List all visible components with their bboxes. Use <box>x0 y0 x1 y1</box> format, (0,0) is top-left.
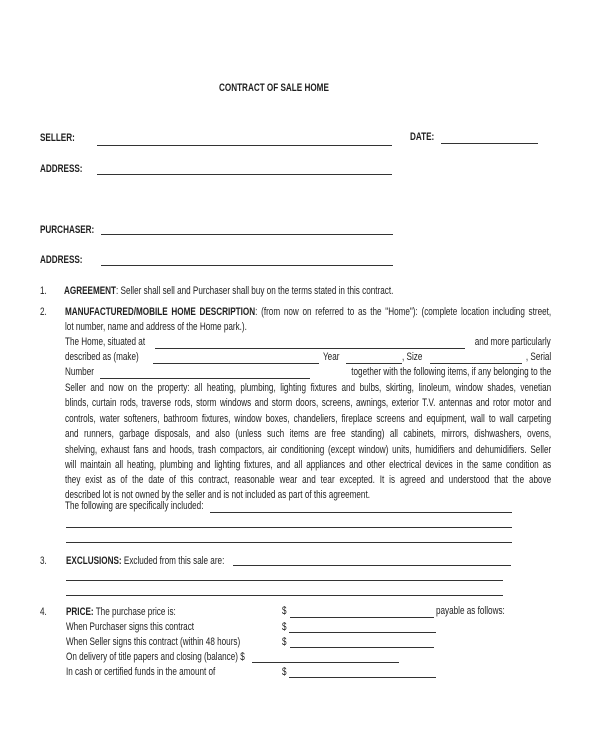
purchaser-address-field[interactable] <box>101 265 393 266</box>
number-label: Number <box>65 366 94 378</box>
exclusions-field[interactable] <box>233 565 511 566</box>
price-row-label: When Seller signs this contract (within 48 hours) <box>66 636 241 648</box>
date-label: DATE: <box>410 131 435 143</box>
description-body-line: and runners, garbage disposals, and also (unless such items are free standing) all cabinets, mirrors, dishwashers, ovens, <box>65 428 552 440</box>
exclusions-text: Excluded from this sale are: <box>121 555 225 567</box>
included-field-line[interactable] <box>66 542 512 543</box>
seller-field[interactable] <box>97 145 392 146</box>
dollar-sign: $ <box>282 666 287 678</box>
description-body-line: blinds, curtain rods, traverse rods, storm windows and storm doors, screens, awnings, exterior T.V. antennas and rotor motor and <box>65 397 552 409</box>
description-body-line: controls, water softeners, bathroom fixtures, window boxes, chandeliers, fireplace screens and equipment, wall to wall carpeting <box>65 413 552 425</box>
description-heading: MANUFACTURED/MOBILE HOME DESCRIPTION <box>65 306 256 318</box>
purchase-price-field[interactable] <box>290 617 434 618</box>
price-text: The purchase price is: <box>93 606 176 618</box>
serial-label: , Serial <box>525 351 551 363</box>
together-with-text: together with the following items, if any belonging to the <box>350 366 551 378</box>
cash-amount-field[interactable] <box>289 677 436 678</box>
purchaser-signing-amount-field[interactable] <box>289 632 436 633</box>
more-particularly-label: and more particularly <box>474 336 551 348</box>
description-body-line: Seller and now on the property: all heating, plumbing, lighting fixtures and bulbs, skirting, linoleum, window shades, venetian <box>65 382 552 394</box>
description-body-line: will maintain all heating, plumbing and lighting fixtures, and all appliances and other electrical devices in the same condition as <box>65 459 552 471</box>
purchaser-field[interactable] <box>101 234 393 235</box>
price-heading: PRICE: <box>66 606 94 618</box>
section-number: 1. <box>40 285 47 297</box>
exclusions-field-line[interactable] <box>66 595 503 596</box>
document-title: CONTRACT OF SALE HOME <box>219 82 329 94</box>
purchaser-address-label: ADDRESS: <box>40 254 83 266</box>
situated-at-label: The Home, situated at <box>65 336 146 348</box>
price-clause <box>66 606 176 619</box>
seller-signing-amount-field[interactable] <box>290 647 434 648</box>
agreement-heading: AGREEMENT <box>64 285 117 297</box>
description-line-1 <box>65 306 551 319</box>
closing-balance-field[interactable] <box>252 662 399 663</box>
dollar-sign: $ <box>282 636 287 648</box>
serial-number-field[interactable] <box>100 378 310 379</box>
description-line-2: lot number, name and address of the Home park.). <box>65 321 247 333</box>
purchaser-label: PURCHASER: <box>40 224 95 236</box>
make-field[interactable] <box>153 363 319 364</box>
size-label: , Size <box>402 351 423 363</box>
home-location-field[interactable] <box>155 348 465 349</box>
description-intro: : (from now on referred to as the "Home"): (complete location including street, <box>255 306 552 318</box>
year-field[interactable] <box>346 363 402 364</box>
exclusions-field-line[interactable] <box>66 580 503 581</box>
exclusions-clause <box>66 555 224 568</box>
agreement-clause <box>64 285 393 298</box>
dollar-sign: $ <box>282 605 287 617</box>
size-field[interactable] <box>430 363 522 364</box>
payable-label: payable as follows: <box>436 605 505 617</box>
dollar-sign: $ <box>282 621 287 633</box>
seller-label: SELLER: <box>40 132 75 144</box>
included-label: The following are specifically included: <box>65 500 204 512</box>
section-number: 2. <box>40 306 47 318</box>
make-label: described as (make) <box>65 351 139 363</box>
agreement-text: : Seller shall sell and Purchaser shall buy on the terms stated in this contract. <box>116 285 394 297</box>
section-number: 3. <box>40 555 47 567</box>
included-field-line[interactable] <box>66 527 512 528</box>
price-row-label: On delivery of title papers and closing (balance) $ <box>66 651 245 663</box>
price-row-label: When Purchaser signs this contract <box>66 621 195 633</box>
year-label: Year <box>323 351 340 363</box>
section-number: 4. <box>40 606 47 618</box>
seller-address-field[interactable] <box>97 174 392 175</box>
seller-address-label: ADDRESS: <box>40 163 83 175</box>
exclusions-heading: EXCLUSIONS: <box>66 555 122 567</box>
description-body-line: shelving, exhaust fans and hoods, trash compactors, air conditioning (except window) units, humidifiers and dehumidifiers. Seller <box>65 444 552 456</box>
description-body-last: described lot is not owned by the seller and is not included as part of this agreement. <box>65 489 370 501</box>
included-field[interactable] <box>210 512 512 513</box>
description-body-line: they exist as of the date of this contract, reasonable wear and tear excepted. It is agreed and understood that the above <box>65 474 552 486</box>
date-field[interactable] <box>441 143 538 144</box>
price-row-label: In cash or certified funds in the amount of <box>66 666 216 678</box>
